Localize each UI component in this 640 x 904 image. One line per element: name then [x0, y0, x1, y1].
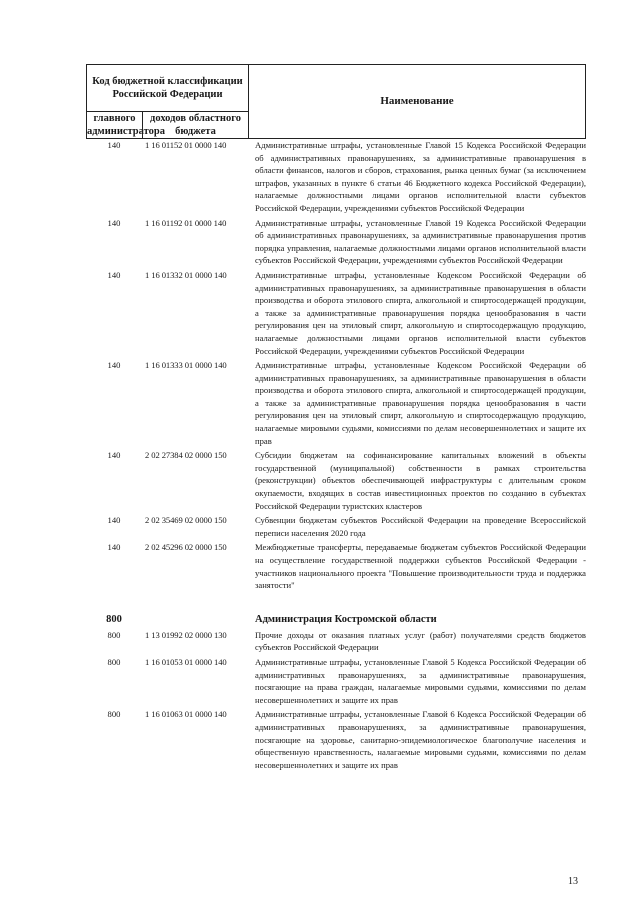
- income-code: 1 16 01152 01 0000 140: [145, 140, 227, 150]
- income-name: Административные штрафы, установленные Главой 19 Кодекса Российской Федерации об административных правонарушениях, за административные правонарушения против порядка управления, налагаемые должностными лицами органов исполнительной власти субъектов Российской Федерации, учреждениями субъектов Российской Федерации: [255, 217, 586, 266]
- income-name: Административные штрафы, установленные Главой 15 Кодекса Российской Федерации об административных правонарушениях, за административные правонарушения в области финансов, налогов и сборов, страхования, рынка ценных бумаг (за исключением штрафов, указанных в пункте 6 статьи 46 Бюджетного кодекса Российской Федерации), налагаемые должностными лицами органов исполнительной власти субъектов Российской Федерации, учреждениями субъектов Российской Федерации: [255, 140, 586, 213]
- income-name: Прочие доходы от оказания платных услуг (работ) получателями средств бюджетов субъектов Российской Федерации: [255, 629, 586, 653]
- rows-bottom: [86, 629, 586, 772]
- table-row: [86, 708, 586, 771]
- table-row: [86, 541, 586, 591]
- admin-code: 800: [107, 709, 121, 720]
- income-code: 2 02 35469 02 0000 150: [145, 515, 227, 526]
- table-row: [86, 139, 586, 215]
- admin-code: 140: [107, 542, 121, 553]
- page-number: 13: [568, 876, 578, 887]
- income-code: 1 16 01192 01 0000 140: [145, 217, 227, 228]
- document-body: [86, 64, 586, 773]
- admin-code: 140: [107, 450, 121, 461]
- admin-column-header: главного администратора: [87, 113, 165, 137]
- table-row: [86, 359, 586, 447]
- income-name: Административные штрафы, установленные Главой 6 Кодекса Российской Федерации об административных правонарушениях, за административные правонарушения, посягающие на здоровье, санитарно-эпидемиологическое благополучие населения и общественную нравственность, налагаемые мировыми судьями, комиссиями по делам несовершеннолетних и защите их прав: [255, 709, 586, 770]
- admin-code: 140: [107, 140, 121, 150]
- admin-code: 140: [107, 360, 121, 371]
- income-name: Административные штрафы, установленные Главой 5 Кодекса Российской Федерации об административных правонарушениях, за административные правонарушения, посягающие на права граждан, налагаемые мировыми судьями, комиссиями по делам несовершеннолетних и защите их прав: [255, 656, 586, 705]
- income-name: Административные штрафы, установленные Кодексом Российской Федерации об административных правонарушениях, за административные правонарушения в области производства и оборота этилового спирта, алкогольной и спиртосодержащей продукции, а также за административные правонарушения порядка ценообразования в части регулирования цен на этиловый спирт, алкогольную и спиртосодержащую продукцию, налагаемые должностными лицами органов исполнительной власти субъектов Российской Федерации, учреждениями субъектов Российской Федерации: [255, 269, 586, 356]
- admin-code: 800: [107, 656, 121, 667]
- table-row: [86, 217, 586, 267]
- income-column-header: доходов областного бюджета: [143, 112, 249, 139]
- section-heading: [86, 602, 586, 625]
- income-name: Субсидии бюджетам на софинансирование капитальных вложений в объекты государственной (муниципальной) собственности в рамках строительства (реконструкции) объектов обеспечивающей инфраструктуры с длительным сроком окупаемости, входящих в состав инвестиционных проектов по созданию в субъектах Российской Федерации туристских кластеров: [255, 450, 586, 511]
- income-code: 2 02 45296 02 0000 150: [145, 542, 227, 553]
- section-code: 800: [106, 613, 122, 625]
- table-row: [86, 514, 586, 539]
- income-code: 2 02 27384 02 0000 150: [145, 450, 227, 461]
- table-row: [86, 449, 586, 512]
- income-code: 1 16 01332 01 0000 140: [145, 269, 227, 280]
- admin-code: 800: [107, 629, 121, 640]
- admin-code: 140: [107, 269, 121, 280]
- table-header: [86, 64, 586, 139]
- kbk-title: Код бюджетной классификации Российской Федерации: [87, 65, 249, 112]
- section-title: Администрация Костромской области: [255, 613, 437, 625]
- income-name: Субвенции бюджетам субъектов Российской Федерации на проведение Всероссийской переписи населения 2020 года: [255, 515, 586, 538]
- name-column-header: Наименование: [249, 65, 586, 139]
- table-row: [86, 656, 586, 706]
- income-name: Межбюджетные трансферты, передаваемые бюджетам субъектов Российской Федерации на осуществление государственной поддержки субъектов Российской Федерации - участников национального проекта "Повышение производительности труда и поддержка занятости": [255, 542, 586, 591]
- income-name: Административные штрафы, установленные Кодексом Российской Федерации об административных правонарушениях, за административные правонарушения в области производства и оборота этилового спирта, алкогольной и спиртосодержащей продукции, а также за административные правонарушения порядка ценообразования в части регулирования цен на этиловый спирт, алкогольную и спиртосодержащую продукцию, налагаемые мировыми судьями, комиссиями по делам несовершеннолетних и защите их прав: [255, 360, 586, 446]
- income-code: 1 16 01053 01 0000 140: [145, 656, 227, 667]
- income-code: 1 16 01333 01 0000 140: [145, 360, 227, 371]
- admin-code: 140: [107, 515, 121, 526]
- table-row: [86, 269, 586, 357]
- income-code: 1 16 01063 01 0000 140: [145, 709, 227, 720]
- table-row: [86, 629, 586, 654]
- rows-top: [86, 139, 586, 592]
- admin-code: 140: [107, 217, 121, 228]
- income-code: 1 13 01992 02 0000 130: [145, 629, 227, 640]
